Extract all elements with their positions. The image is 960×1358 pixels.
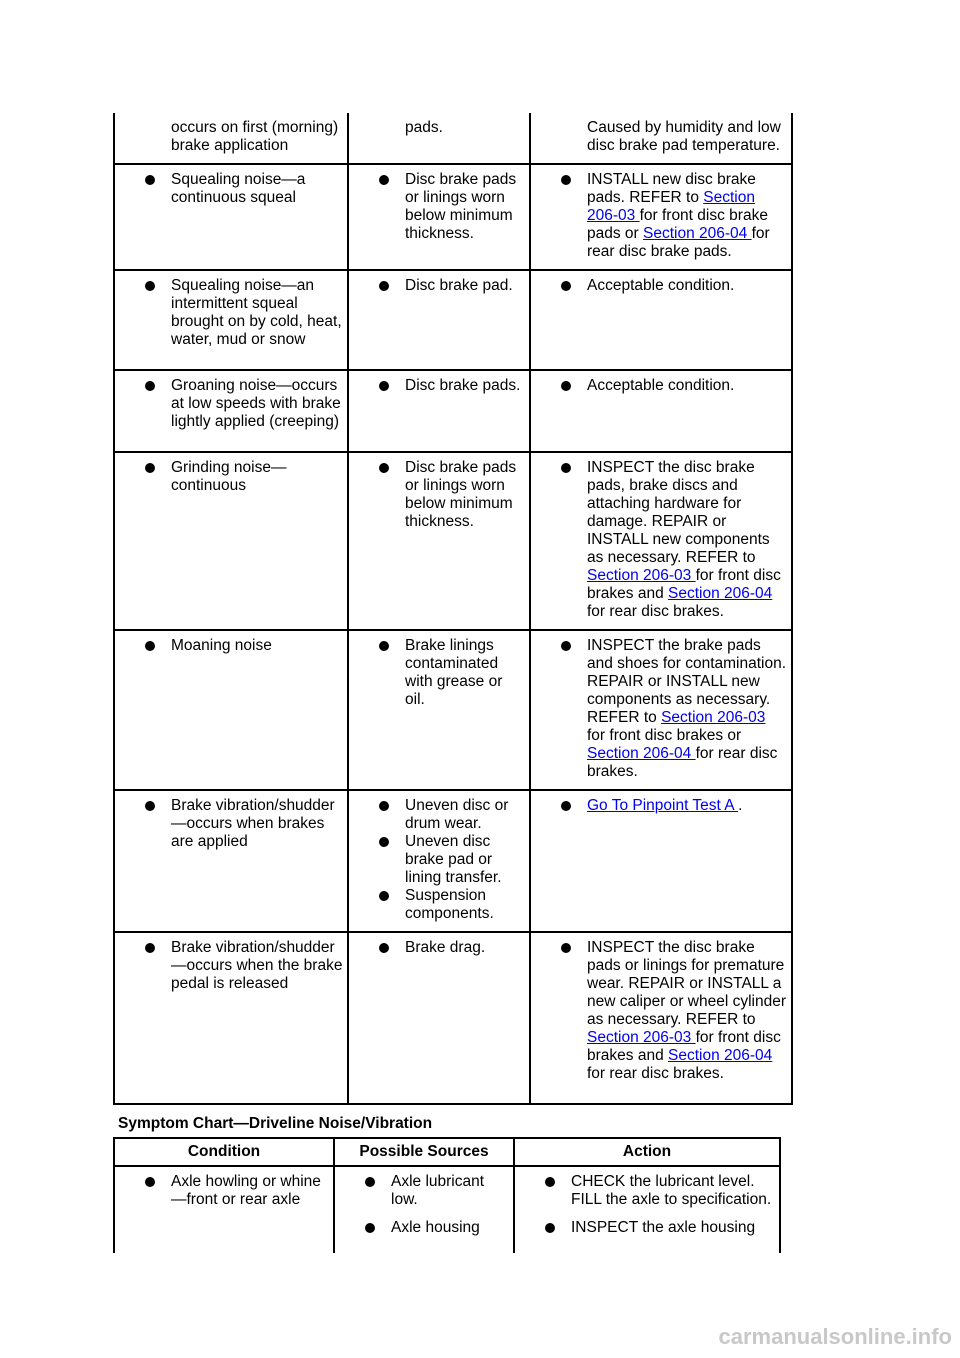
section-link[interactable]: Section 206-04 (668, 1047, 773, 1064)
action-cell (530, 630, 792, 790)
action-text (535, 459, 787, 621)
action-cell (530, 270, 792, 370)
action-text-part: INSTALL new disc brake pads. REFER to (587, 171, 756, 206)
source-text: Uneven disc brake pad or lining transfer. (353, 833, 525, 887)
condition-text: Brake vibration/shudder—occurs when brakes are applied (119, 797, 343, 851)
action-cell (530, 932, 792, 1104)
source-cell (348, 370, 530, 452)
section-link[interactable]: Section 206-04 (643, 225, 752, 242)
action-text-part: . (738, 797, 743, 814)
source-text: Brake drag. (353, 939, 525, 957)
action-text: Caused by humidity and low disc brake pad temperature. (587, 119, 781, 154)
condition-text: Grinding noise—continuous (119, 459, 343, 495)
action-text-part: for front disc brakes and (587, 1029, 781, 1064)
table-row (114, 630, 792, 790)
action-text-part: for rear disc brake pads. (587, 225, 770, 260)
brake-symptom-table (113, 113, 793, 1105)
condition-text: Moaning noise (119, 637, 343, 655)
action-cell (530, 790, 792, 932)
column-header: Condition (114, 1138, 334, 1166)
condition-cell (114, 790, 348, 932)
section-link[interactable]: Section 206-03 (587, 189, 755, 224)
condition-text: Squealing noise—an intermittent squeal brought on by cold, heat, water, mud or snow (119, 277, 343, 349)
symptom-chart-title: Symptom Chart—Driveline Noise/Vibration (118, 1115, 433, 1132)
table-row (114, 1213, 780, 1253)
condition-cell (114, 452, 348, 630)
source-cell (348, 790, 530, 932)
section-link[interactable]: Section 206-03 (587, 1029, 696, 1046)
condition-cell (114, 932, 348, 1104)
action-text (535, 637, 787, 781)
source-text: Axle housing (339, 1219, 509, 1237)
source-text: Suspension components. (353, 887, 525, 923)
condition-text: Brake vibration/shudder—occurs when the brake pedal is released (119, 939, 343, 993)
source-cell (348, 932, 530, 1104)
action-text-part: INSPECT the brake pads and shoes for contamination. REPAIR or INSTALL new components as necessary. REFER to (587, 637, 787, 726)
action-text-part: for rear disc brakes. (587, 1065, 724, 1082)
table-row (114, 1166, 780, 1213)
condition-cell (114, 370, 348, 452)
action-text-part: for front disc brakes and (587, 567, 781, 602)
column-header: Action (514, 1138, 780, 1166)
action-cell (530, 370, 792, 452)
section-link[interactable]: Section 206-04 (587, 745, 696, 762)
action-text-part: for front disc brake pads or (587, 207, 768, 242)
action-cell (530, 113, 792, 164)
table-row (114, 452, 792, 630)
action-text-part: for front disc brakes or (587, 727, 742, 744)
condition-cell (114, 1213, 334, 1253)
source-text: Uneven disc or drum wear. (353, 797, 525, 833)
action-cell (530, 452, 792, 630)
action-text-part: INSPECT the disc brake pads or linings for premature wear. REPAIR or INSTALL a new caliper or wheel cylinder as necessary. REFER to (587, 939, 787, 1028)
condition-cell (114, 270, 348, 370)
condition-text: Groaning noise—occurs at low speeds with brake lightly applied (creeping) (119, 377, 343, 431)
table-header-row (114, 1138, 780, 1166)
source-cell (334, 1166, 514, 1213)
section-link[interactable]: Section 206-04 (668, 585, 773, 602)
column-header: Possible Sources (334, 1138, 514, 1166)
action-text: Acceptable condition. (535, 377, 787, 395)
source-cell (348, 630, 530, 790)
condition-cell (114, 1166, 334, 1213)
table-row (114, 790, 792, 932)
action-text: INSPECT the axle housing (519, 1219, 775, 1237)
action-text: Acceptable condition. (535, 277, 787, 295)
action-text-part: INSPECT the disc brake pads, brake discs and attaching hardware for damage. REPAIR or INSTALL new components as necessary. REFER to (587, 459, 770, 566)
source-text: Disc brake pads or linings worn below minimum thickness. (353, 171, 525, 243)
section-link[interactable]: Section 206-03 (661, 709, 766, 726)
pinpoint-test-link[interactable]: Go To Pinpoint Test A (587, 797, 739, 814)
source-text: Brake linings contaminated with grease or oil. (353, 637, 525, 709)
action-text-part: for rear disc brakes. (587, 603, 724, 620)
condition-cell (114, 113, 348, 164)
source-cell (348, 164, 530, 270)
action-text-part: for rear disc brakes. (587, 745, 778, 780)
action-text (535, 797, 787, 815)
table-row (114, 932, 792, 1104)
table-row (114, 270, 792, 370)
source-cell (348, 452, 530, 630)
source-cell (348, 270, 530, 370)
table-row (114, 113, 792, 164)
driveline-symptom-table (113, 1137, 781, 1253)
source-text: Disc brake pads. (353, 377, 525, 395)
table-row (114, 370, 792, 452)
watermark-logo: carmanualsonline.info (718, 1324, 952, 1349)
condition-text: Squealing noise—a continuous squeal (119, 171, 343, 207)
table-row (114, 164, 792, 270)
condition-text: Axle howling or whine—front or rear axle (119, 1173, 329, 1209)
action-text (535, 939, 787, 1083)
source-text: Disc brake pad. (353, 277, 525, 295)
condition-text: occurs on first (morning) brake application (171, 119, 339, 154)
source-cell (348, 113, 530, 164)
section-link[interactable]: Section 206-03 (587, 567, 696, 584)
source-text: Axle lubricant low. (339, 1173, 509, 1209)
action-text: CHECK the lubricant level. FILL the axle to specification. (519, 1173, 775, 1209)
condition-cell (114, 630, 348, 790)
action-cell (514, 1213, 780, 1253)
source-text: pads. (405, 119, 443, 136)
condition-cell (114, 164, 348, 270)
action-cell (514, 1166, 780, 1213)
action-text (535, 171, 787, 261)
source-cell (334, 1213, 514, 1253)
source-text: Disc brake pads or linings worn below minimum thickness. (353, 459, 525, 531)
action-cell (530, 164, 792, 270)
